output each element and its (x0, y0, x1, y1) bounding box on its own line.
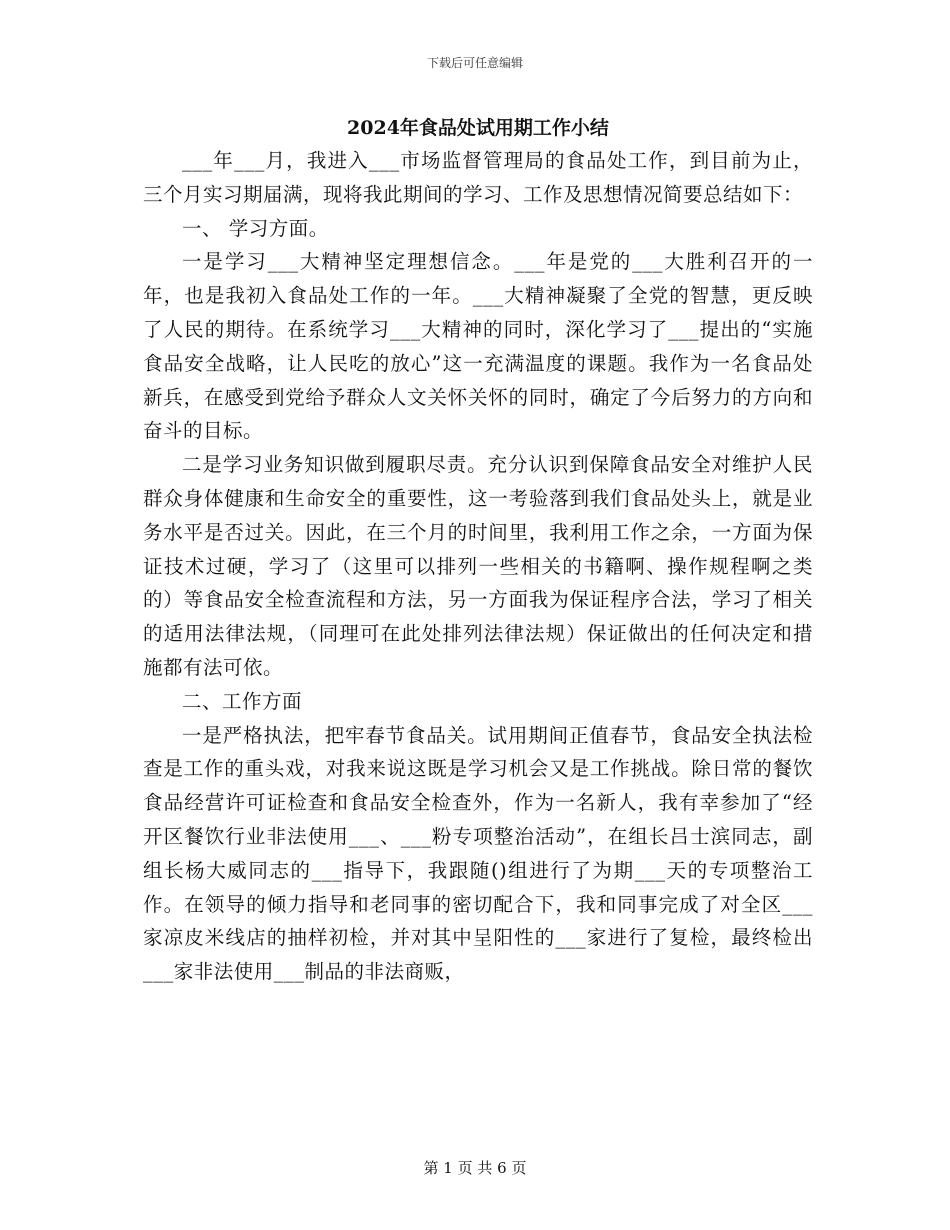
paragraph-study-2: 二是学习业务知识做到履职尽责。充分认识到保障食品安全对维护人民群众身体健康和生命安全的重要性，这一考验落到我们食品处头上，就是业务水平是否过关。因此，在三个月的时间里，我利用工作之余，一方面为保证技术过硬，学习了（这里可以排列一些相关的书籍啊、操作规程啊之类的）等食品安全检查流程和方法，另一方面我为保证程序合法，学习了相关的适用法律法规，（同理可在此处排列法律法规）保证做出的任何决定和措施都有法可依。 (143, 453, 813, 679)
paragraph-study-1: 一是学习___大精神坚定理想信念。___年是党的___大胜利召开的一年，也是我初入食品处工作的一年。___大精神凝聚了全党的智慧，更反映了人民的期待。在系统学习___大精神的同时，深化学习了___提出的“实施食品安全战略，让人民吃的放心”这一充满温度的课题。我作为一名食品处新兵，在感受到党给予群众人文关怀关怀的同时，确定了今后努力的方向和奋斗的目标。 (143, 250, 813, 443)
section-heading-study: 一、 学习方面。 (182, 216, 329, 240)
section-heading-work: 二、工作方面 (182, 689, 303, 713)
page-footer: 第 1 页 共 6 页 (423, 1159, 527, 1177)
header-note: 下载后可任意编辑 (426, 56, 523, 70)
document-title: 2024年食品处试用期工作小结 (347, 117, 609, 139)
document-body (143, 112, 813, 989)
paragraph-intro: ___年___月，我进入___市场监督管理局的食品处工作，到目前为止，三个月实习期届满，现将我此期间的学习、工作及思想情况简要总结如下： (143, 149, 813, 206)
paragraph-work-1: 一是严格执法，把牢春节食品关。试用期间正值春节，食品安全执法检查是工作的重头戏，对我来说这既是学习机会又是工作挑战。除日常的餐饮食品经营许可证检查和食品安全检查外，作为一名新人，我有幸参加了“经开区餐饮行业非法使用___、___粉专项整治活动”，在组长吕士滨同志，副组长杨大威同志的___指导下，我跟随()组进行了为期___天的专项整治工作。在领导的倾力指导和老同事的密切配合下，我和同事完成了对全区___家凉皮米线店的抽样初检，并对其中呈阳性的___家进行了复检，最终检出___家非法使用___制品的非法商贩， (143, 723, 813, 984)
